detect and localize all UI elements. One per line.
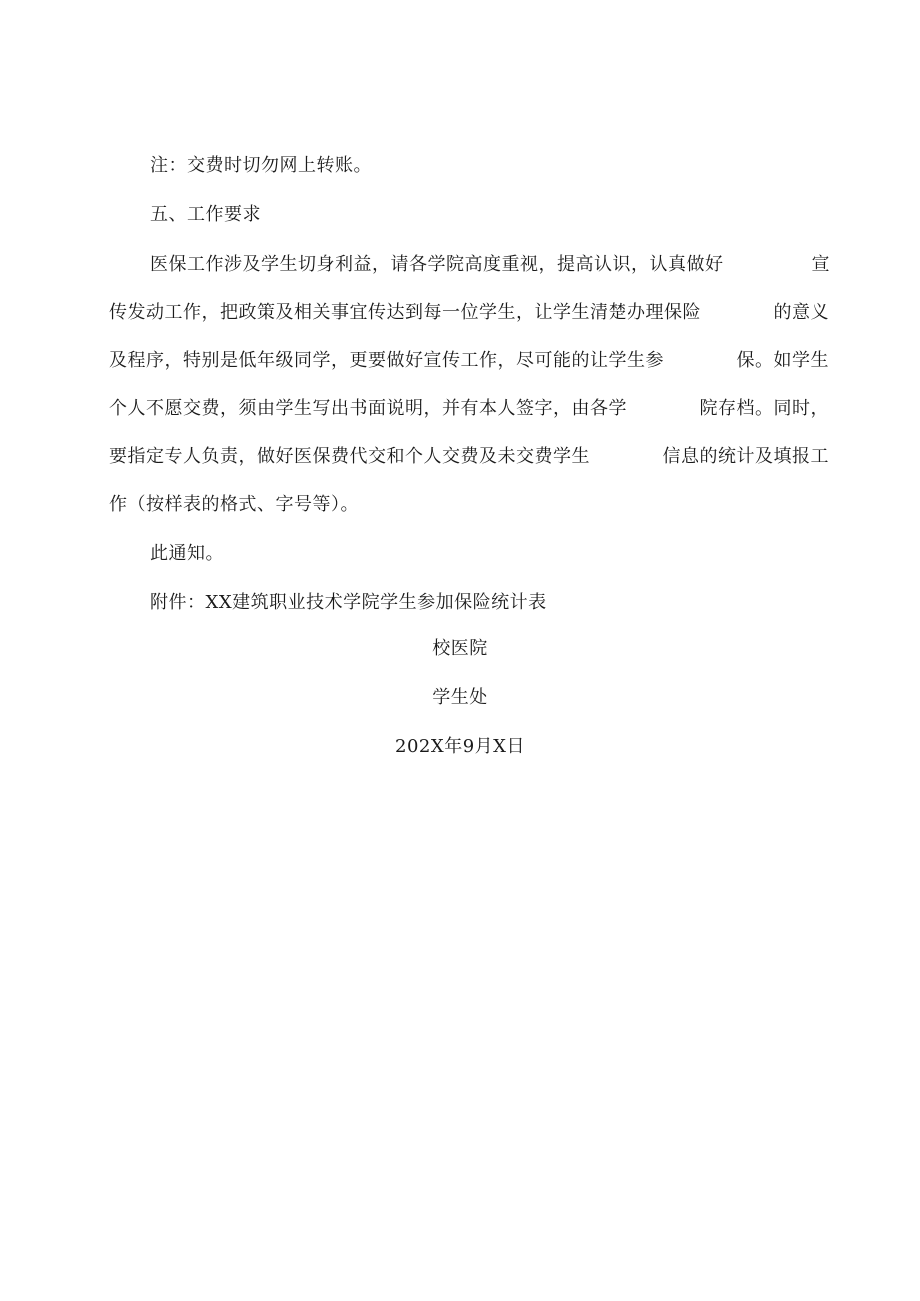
paragraph-line-1-text: 医保工作涉及学生切身利益，请各学院高度重视，提高认识，认真做好 <box>150 254 724 275</box>
attachment-line: 附件：XX建筑职业技术学院学生参加保险统计表 <box>150 592 547 613</box>
paragraph-line-5-tail: 信息的统计及填报工 <box>662 446 829 467</box>
paragraph-line-5-text: 要指定专人负责，做好医保费代交和个人交费及未交费学生 <box>109 446 590 467</box>
section-heading: 五、工作要求 <box>150 204 261 225</box>
signature-date: 202X年9月X日 <box>395 736 525 757</box>
paragraph-line-3-text: 及程序，特别是低年级同学，更要做好宣传工作，尽可能的让学生参 <box>109 350 664 371</box>
paragraph-line-2-tail: 的意义 <box>773 302 829 323</box>
paragraph-line-3-tail: 保。如学生 <box>736 350 829 371</box>
signature-org-2: 学生处 <box>432 687 488 708</box>
note-line: 注：交费时切勿网上转账。 <box>150 155 372 176</box>
paragraph-line-1-tail: 宣 <box>811 254 830 275</box>
paragraph-line-2 <box>109 301 829 325</box>
paragraph-line-4 <box>109 397 829 421</box>
paragraph-line-1 <box>150 253 830 277</box>
paragraph-line-6: 作（按样表的格式、字号等）。 <box>109 494 359 515</box>
signature-org-1: 校医院 <box>432 638 488 659</box>
paragraph-line-5 <box>109 445 829 469</box>
paragraph-line-3 <box>109 349 829 373</box>
paragraph-line-4-text: 个人不愿交费，须由学生写出书面说明，并有本人签字，由各学 <box>109 398 627 419</box>
paragraph-line-4-tail: 院存档。同时， <box>699 398 829 419</box>
closing-line: 此通知。 <box>150 543 224 564</box>
paragraph-line-2-text: 传发动工作，把政策及相关事宜传达到每一位学生，让学生清楚办理保险 <box>109 302 701 323</box>
